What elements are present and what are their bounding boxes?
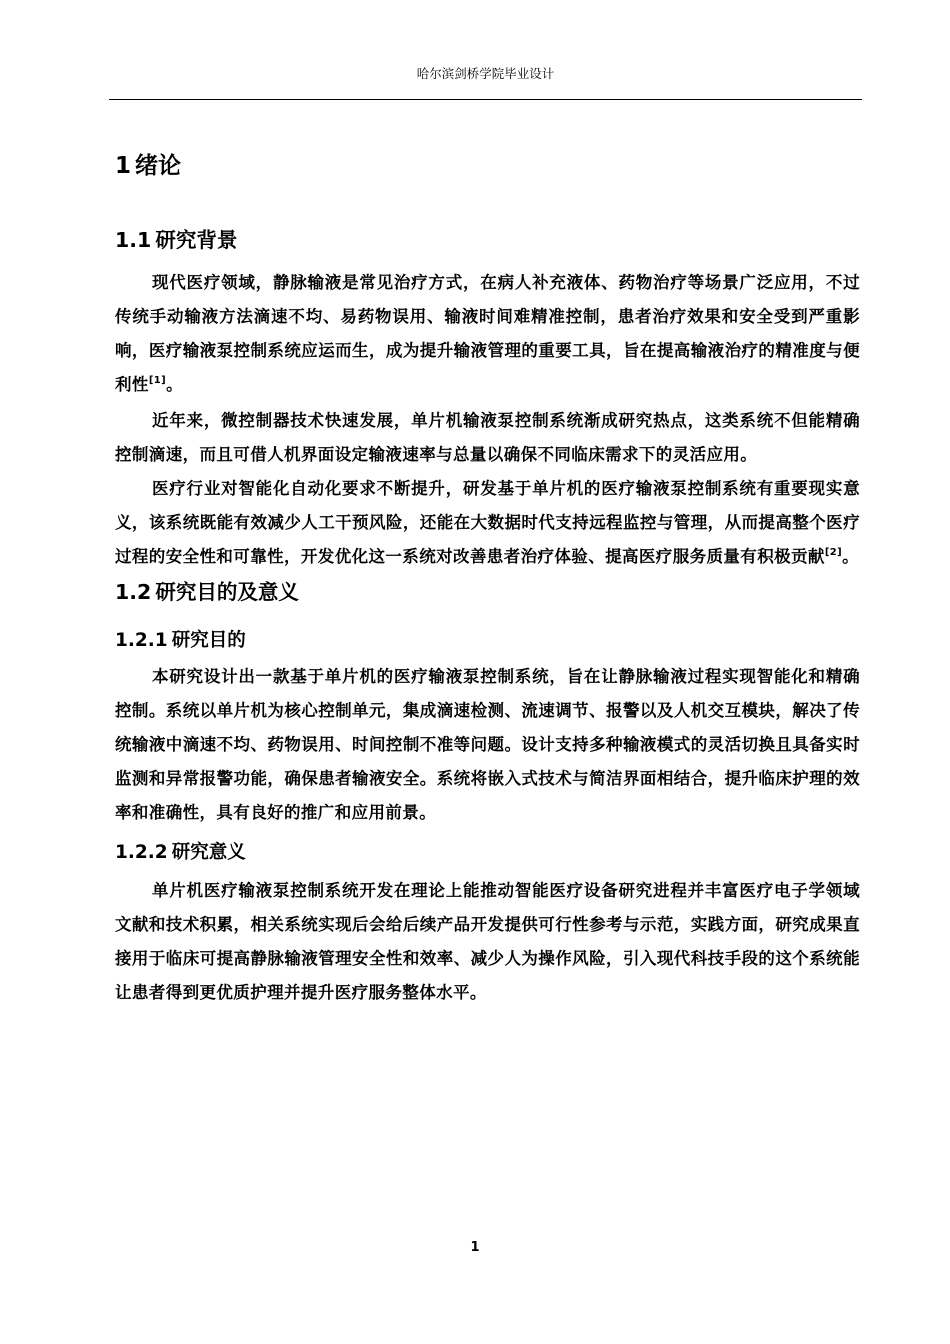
paragraph-background-1 — [115, 266, 860, 402]
section-title: 研究背景 — [155, 228, 238, 252]
section-heading-1-2 — [115, 578, 860, 606]
paragraph-text: 近年来，微控制器技术快速发展，单片机输液泵控制系统渐成研究热点，这类系统不但能精确控制滴速，而且可借人机界面设定输液速率与总量以确保不同临床需求下的灵活应用。 — [115, 411, 860, 464]
citation-ref: [2] — [824, 547, 843, 558]
section-heading-1-1 — [115, 226, 860, 254]
subsection-number: 1.2.1 — [115, 630, 168, 651]
paragraph-text: 医疗行业对智能化自动化要求不断提升，研发基于单片机的医疗输液泵控制系统有重要现实意义，该系统既能有效减少人工干预风险，还能在大数据时代支持远程监控与管理，从而提高整个医疗过程的安全性和可靠性，开发优化这一系统对改善患者治疗体验、提高医疗服务质量有积极贡献 — [115, 479, 860, 566]
paragraph-text: 单片机医疗输液泵控制系统开发在理论上能推动智能医疗设备研究进程并丰富医疗电子学领域文献和技术积累，相关系统实现后会给后续产品开发提供可行性参考与示范，实践方面，研究成果直接用于临床可提高静脉输液管理安全性和效率、减少人为操作风险，引入现代科技手段的这个系统能让患者得到更优质护理并提升医疗服务整体水平。 — [115, 881, 860, 1002]
chapter-heading — [115, 150, 860, 182]
subsection-heading-1-2-1 — [115, 628, 860, 654]
paragraph-significance — [115, 874, 860, 1010]
paragraph-text: 现代医疗领域，静脉输液是常见治疗方式，在病人补充液体、药物治疗等场景广泛应用，不过传统手动输液方法滴速不均、易药物误用、输液时间难精准控制，患者治疗效果和安全受到严重影响，医疗输液泵控制系统应运而生，成为提升输液管理的重要工具，旨在提高输液治疗的精准度与便利性 — [115, 273, 860, 394]
document-body — [115, 150, 860, 1010]
header-title: 哈尔滨剑桥学院毕业设计 — [416, 66, 555, 81]
section-number: 1.2 — [115, 580, 152, 604]
paragraph-background-3 — [115, 472, 860, 574]
subsection-heading-1-2-2 — [115, 840, 860, 866]
section-title: 研究目的及意义 — [155, 580, 299, 604]
citation-ref: [1] — [148, 375, 167, 386]
paragraph-text: 本研究设计出一款基于单片机的医疗输液泵控制系统，旨在让静脉输液过程实现智能化和精确控制。系统以单片机为核心控制单元，集成滴速检测、流速调节、报警以及人机交互模块，解决了传统输液中滴速不均、药物误用、时间控制不准等问题。设计支持多种输液模式的灵活切换且具备实时监测和异常报警功能，确保患者输液安全。系统将嵌入式技术与简洁界面相结合，提升临床护理的效率和准确性，具有良好的推广和应用前景。 — [115, 667, 860, 822]
chapter-title: 绪论 — [135, 153, 182, 179]
subsection-title: 研究目的 — [171, 630, 246, 651]
subsection-title: 研究意义 — [171, 842, 246, 863]
paragraph-end: 。 — [166, 375, 184, 394]
section-number: 1.1 — [115, 228, 152, 252]
page-header — [109, 0, 862, 100]
paragraph-end: 。 — [842, 547, 860, 566]
page-number: 1 — [470, 1240, 480, 1255]
paragraph-purpose — [115, 660, 860, 830]
paragraph-background-2 — [115, 404, 860, 472]
subsection-number: 1.2.2 — [115, 842, 168, 863]
chapter-number: 1 — [115, 153, 132, 179]
